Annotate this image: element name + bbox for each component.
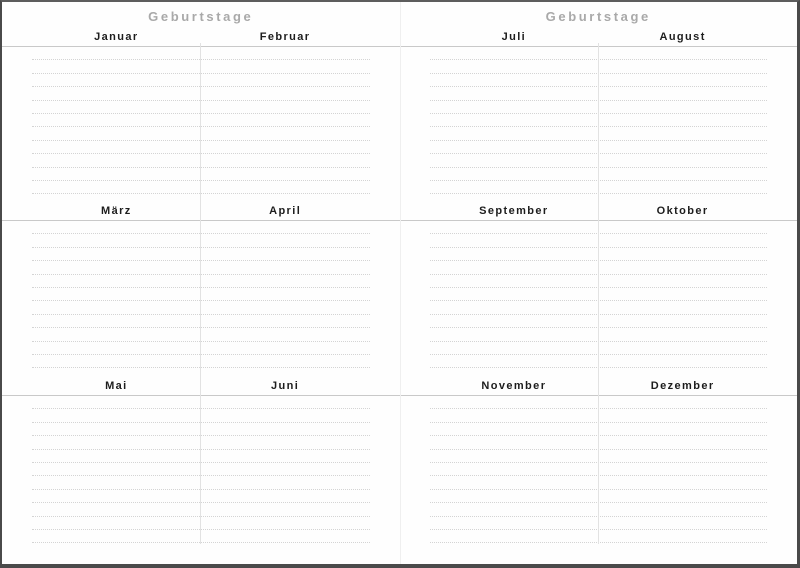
month-header-juni: Juni: [271, 380, 300, 392]
page-title: Geburtstage: [148, 8, 254, 24]
column-divider: [200, 43, 201, 544]
month-header-februar: Februar: [259, 31, 311, 43]
column-divider: [598, 43, 599, 544]
month-header-dezember: Dezember: [650, 380, 715, 392]
month-header-oktober: Oktober: [656, 205, 709, 217]
page-right: [400, 2, 798, 564]
page-title: Geburtstage: [545, 8, 651, 24]
month-header-september: September: [479, 205, 549, 217]
month-header-januar: Januar: [94, 31, 139, 43]
month-header-juli: Juli: [501, 31, 527, 43]
page-left: [2, 2, 400, 564]
month-header-april: April: [269, 205, 302, 217]
month-header-november: November: [481, 380, 547, 392]
month-header-maerz: März: [101, 205, 132, 217]
month-header-august: August: [659, 31, 706, 43]
month-header-mai: Mai: [105, 380, 128, 392]
page-seam: [400, 2, 401, 564]
